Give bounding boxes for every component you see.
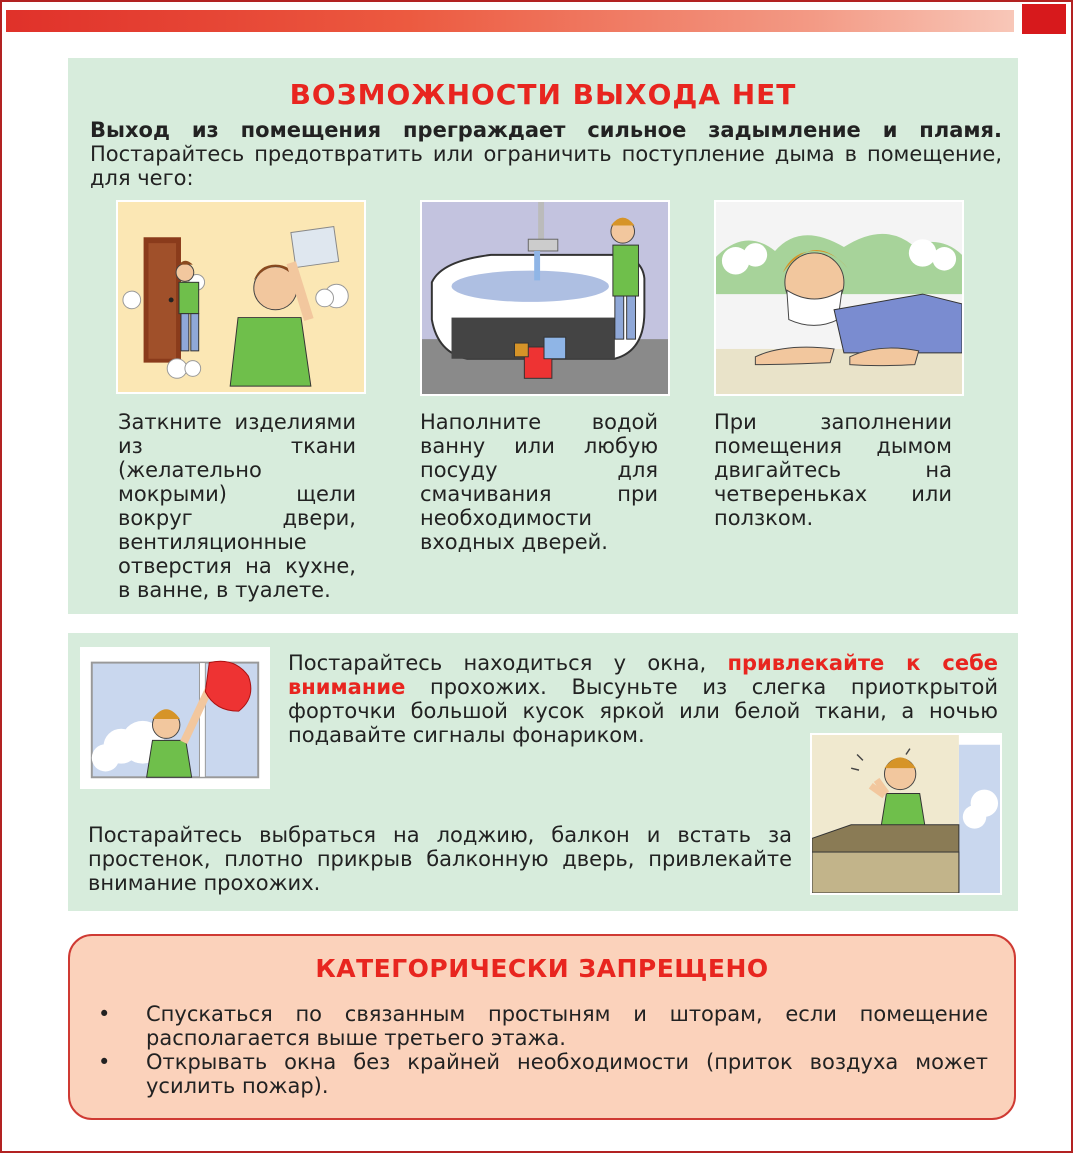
- no-exit-panel: [68, 58, 1018, 614]
- forbidden-item-1: [98, 1002, 988, 1050]
- crawling-illustration: [714, 200, 964, 396]
- step-caption-1: Заткните изделиями из ткани (желательно мокрыми) щели вокруг двери, вентиляционные отверстия на кухне, в ванне, в туалете.: [118, 410, 356, 602]
- step-caption-2: Наполните водой ванну или любую посуду для смачивания при необходимости входных дверей.: [420, 410, 658, 554]
- bullet-icon: •: [98, 1050, 111, 1074]
- forbidden-panel: [68, 934, 1016, 1120]
- header-red-square: [1022, 4, 1066, 34]
- forbidden-title: КАТЕГОРИЧЕСКИ ЗАПРЕЩЕНО: [315, 954, 769, 983]
- window-advice-end: прохожих. Высуньте из слегка приоткрытой форточки большой кусок яркой или белой ткани, а ночью подавайте сигналы фонариком.: [288, 675, 998, 747]
- header-gradient-bar: [6, 10, 1014, 32]
- bathtub-illustration: [420, 200, 670, 396]
- forbidden-item-text: Спускаться по связанным простыням и шторам, если помещение располагается выше третьего этажа.: [146, 1002, 988, 1050]
- balcony-advice: Постарайтесь выбраться на лоджию, балкон и встать за простенок, плотно прикрыв балконную дверь, привлекайте внимание прохожих.: [88, 823, 792, 895]
- no-exit-intro: [90, 118, 1002, 190]
- window-advice-start: Постарайтесь находиться у окна,: [288, 651, 728, 675]
- no-exit-lead: Выход из помещения преграждает сильное задымление и пламя.: [90, 118, 1002, 142]
- forbidden-item-text: Открывать окна без крайней необходимости (приток воздуха может усилить пожар).: [146, 1050, 988, 1098]
- bullet-icon: •: [98, 1002, 111, 1026]
- no-exit-title: ВОЗМОЖНОСТИ ВЫХОДА НЕТ: [289, 78, 797, 111]
- step-caption-3: При заполнении помещения дымом двигайтесь на четвереньках или ползком.: [714, 410, 952, 530]
- window-illustration: [80, 647, 270, 789]
- seal-door-illustration: [116, 200, 366, 394]
- no-exit-instruction: Постарайтесь предотвратить или ограничить поступление дыма в помещение, для чего:: [90, 142, 1002, 190]
- attention-highlight: привлекайте к себе внимание: [288, 651, 998, 699]
- window-panel: [68, 633, 1018, 911]
- forbidden-item-2: [98, 1050, 988, 1098]
- balcony-illustration: [810, 733, 1002, 895]
